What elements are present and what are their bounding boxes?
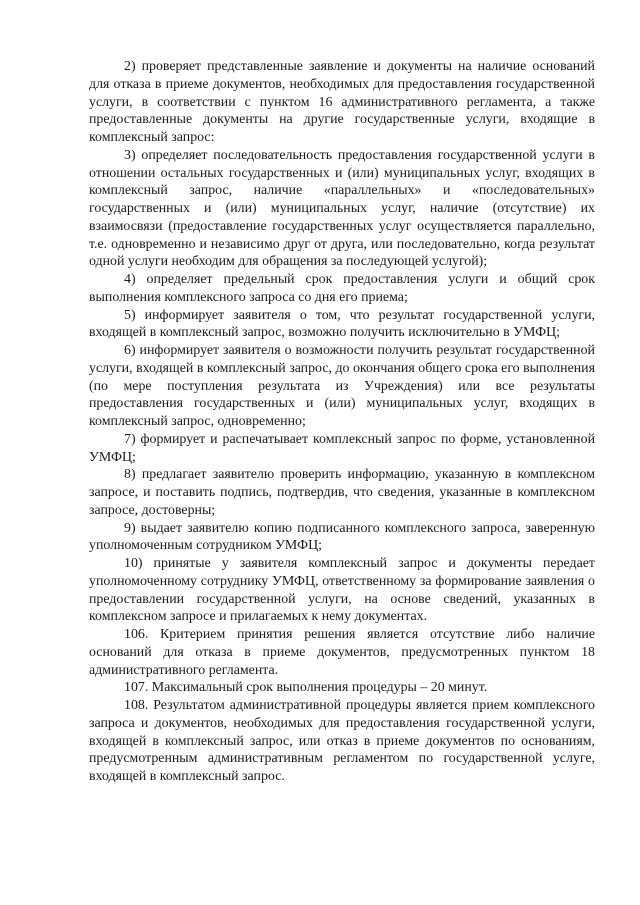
paragraph-clause-106: 106. Критерием принятия решения является отсутствие либо наличие оснований для отказа в приеме документов, предусмотренных пунктом 18 административного регламента. (89, 627, 595, 678)
paragraph-item-5: 5) информирует заявителя о том, что результат государственной услуги, входящей в комплексный запрос, возможно получить исключительно в УМФЦ; (89, 307, 595, 341)
paragraph-item-6: 6) информирует заявителя о возможности получить результат государственной услуги, входящей в комплексный запрос, до окончания общего срока его выполнения (по мере поступления результата из Учреждения) или все результаты предоставления государственных и (или) муниципальных услуг, входящих в комплексный запрос, одновременно; (89, 343, 595, 429)
paragraph-item-9: 9) выдает заявителю копию подписанного комплексного запроса, заверенную уполномоченным сотрудником УМФЦ; (89, 520, 595, 554)
paragraph-item-3: 3) определяет последовательность предоставления государственной услуги в отношении остальных государственных и (или) муниципальных услуг, входящих в комплексный запрос, наличие «параллельных» и «последовательных» государственных и (или) муниципальных услуг, наличие (отсутствие) их взаимосвязи (предоставление государственных услуг осуществляется параллельно, т.е. одновременно и независимо друг от друга, или последовательно, когда результат одной услуги необходим для обращения за последующей услугой); (89, 147, 595, 270)
paragraph-item-8: 8) предлагает заявителю проверить информацию, указанную в комплексном запросе, и поставить подпись, подтвердив, что сведения, указанные в комплексном запросе, достоверны; (89, 467, 595, 518)
paragraph-item-2: 2) проверяет представленные заявление и документы на наличие оснований для отказа в приеме документов, необходимых для предоставления государственной услуги, в соответствии с пунктом 16 административного регламента, а также предоставленные документы на другие государственные услуги, входящие в комплексный запрос: (89, 59, 595, 145)
paragraph-clause-108: 108. Результатом административной процедуры является прием комплексного запроса и документов, необходимых для предоставления государственной услуги, входящей в комплексный запрос, или отказ в приеме документов по основаниям, предусмотренным административным регламентом по государственной услуге, входящей в комплексный запрос. (89, 698, 595, 784)
paragraph-item-4: 4) определяет предельный срок предоставления услуги и общий срок выполнения комплексного запроса со дня его приема; (89, 272, 595, 305)
paragraph-clause-107: 107. Максимальный срок выполнения процедуры – 20 минут. (124, 680, 488, 696)
paragraph-item-10: 10) принятые у заявителя комплексный запрос и документы передает уполномоченному сотруднику УМФЦ, ответственному за формирование заявления о предоставлении государственной услуги, на основе сведений, указанных в комплексном запросе и прилагаемых к нему документах. (89, 556, 595, 625)
paragraph-item-7: 7) формирует и распечатывает комплексный запрос по форме, установленной УМФЦ; (89, 431, 595, 465)
document-page (89, 58, 595, 786)
